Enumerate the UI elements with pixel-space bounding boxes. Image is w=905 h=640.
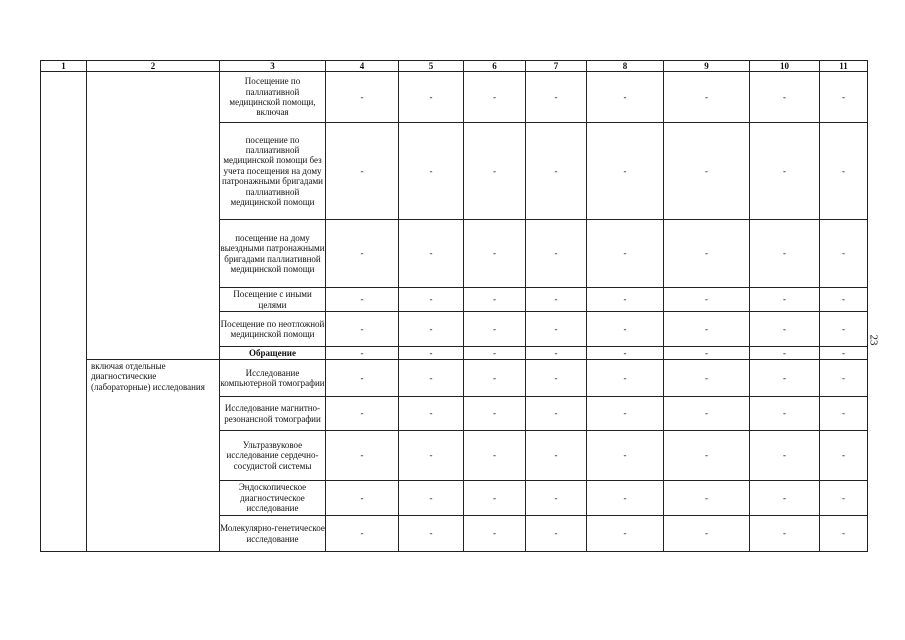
value-cell: - xyxy=(464,72,526,123)
row-label: Исследование компьютерной томографии xyxy=(220,360,326,397)
value-cell: - xyxy=(587,397,664,431)
value-cell: - xyxy=(820,123,868,220)
value-cell: - xyxy=(664,123,750,220)
row-label: Эндоскопическое диагностическое исследование xyxy=(220,481,326,516)
value-cell: - xyxy=(587,288,664,312)
value-cell: - xyxy=(399,397,464,431)
header-cell: 9 xyxy=(664,61,750,72)
value-cell: - xyxy=(399,123,464,220)
value-cell: - xyxy=(820,516,868,552)
value-cell: - xyxy=(326,72,399,123)
value-cell: - xyxy=(664,481,750,516)
value-cell: - xyxy=(399,72,464,123)
value-cell: - xyxy=(750,516,820,552)
group-label: включая отдельные диагностические (лабораторные) исследования xyxy=(87,360,220,552)
header-cell: 4 xyxy=(326,61,399,72)
value-cell: - xyxy=(526,347,587,360)
value-cell: - xyxy=(326,481,399,516)
table-row xyxy=(41,72,868,123)
value-cell: - xyxy=(750,72,820,123)
row-label: Обращение xyxy=(220,347,326,360)
value-cell: - xyxy=(526,516,587,552)
header-cell: 1 xyxy=(41,61,87,72)
row-label: Ультразвуковое исследование сердечно-сосудистой системы xyxy=(220,431,326,481)
value-cell: - xyxy=(587,312,664,347)
col1-cell xyxy=(41,72,87,552)
value-cell: - xyxy=(750,431,820,481)
data-table xyxy=(40,60,868,552)
header-cell: 11 xyxy=(820,61,868,72)
value-cell: - xyxy=(399,360,464,397)
value-cell: - xyxy=(464,481,526,516)
header-cell: 6 xyxy=(464,61,526,72)
value-cell: - xyxy=(587,431,664,481)
value-cell: - xyxy=(820,347,868,360)
value-cell: - xyxy=(526,431,587,481)
value-cell: - xyxy=(664,516,750,552)
value-cell: - xyxy=(664,72,750,123)
row-label: Молекулярно-генетическое исследование xyxy=(220,516,326,552)
row-label: Исследование магнитно-резонансной томографии xyxy=(220,397,326,431)
row-label: посещение на дому выездными патронажными бригадами паллиативной медицинской помощи xyxy=(220,220,326,288)
header-cell: 5 xyxy=(399,61,464,72)
value-cell: - xyxy=(750,123,820,220)
value-cell: - xyxy=(820,288,868,312)
value-cell: - xyxy=(326,220,399,288)
value-cell: - xyxy=(750,312,820,347)
value-cell: - xyxy=(399,312,464,347)
value-cell: - xyxy=(464,288,526,312)
value-cell: - xyxy=(664,312,750,347)
page-number: 23 xyxy=(867,334,880,346)
header-cell: 10 xyxy=(750,61,820,72)
value-cell: - xyxy=(587,220,664,288)
value-cell: - xyxy=(464,220,526,288)
row-label: Посещение по паллиативной медицинской помощи, включая xyxy=(220,72,326,123)
col2-cell xyxy=(87,72,220,360)
value-cell: - xyxy=(750,360,820,397)
value-cell: - xyxy=(326,431,399,481)
value-cell: - xyxy=(526,72,587,123)
value-cell: - xyxy=(326,123,399,220)
value-cell: - xyxy=(399,288,464,312)
header-cell: 2 xyxy=(87,61,220,72)
value-cell: - xyxy=(464,312,526,347)
header-cell: 8 xyxy=(587,61,664,72)
value-cell: - xyxy=(326,347,399,360)
value-cell: - xyxy=(526,360,587,397)
header-row xyxy=(41,61,868,72)
value-cell: - xyxy=(820,481,868,516)
value-cell: - xyxy=(750,220,820,288)
value-cell: - xyxy=(587,481,664,516)
value-cell: - xyxy=(326,288,399,312)
value-cell: - xyxy=(750,481,820,516)
value-cell: - xyxy=(820,397,868,431)
value-cell: - xyxy=(587,360,664,397)
value-cell: - xyxy=(587,72,664,123)
value-cell: - xyxy=(664,360,750,397)
value-cell: - xyxy=(326,397,399,431)
value-cell: - xyxy=(820,312,868,347)
value-cell: - xyxy=(326,312,399,347)
value-cell: - xyxy=(526,220,587,288)
row-label: Посещение по неотложной медицинской помощи xyxy=(220,312,326,347)
value-cell: - xyxy=(464,360,526,397)
value-cell: - xyxy=(526,481,587,516)
value-cell: - xyxy=(587,123,664,220)
value-cell: - xyxy=(464,397,526,431)
value-cell: - xyxy=(820,431,868,481)
value-cell: - xyxy=(664,347,750,360)
table-row xyxy=(41,360,868,397)
value-cell: - xyxy=(326,516,399,552)
value-cell: - xyxy=(750,288,820,312)
value-cell: - xyxy=(664,431,750,481)
value-cell: - xyxy=(326,360,399,397)
value-cell: - xyxy=(464,123,526,220)
value-cell: - xyxy=(750,397,820,431)
value-cell: - xyxy=(587,516,664,552)
value-cell: - xyxy=(526,288,587,312)
value-cell: - xyxy=(820,360,868,397)
value-cell: - xyxy=(820,220,868,288)
value-cell: - xyxy=(526,312,587,347)
value-cell: - xyxy=(820,72,868,123)
value-cell: - xyxy=(587,347,664,360)
value-cell: - xyxy=(526,123,587,220)
value-cell: - xyxy=(399,220,464,288)
value-cell: - xyxy=(664,288,750,312)
value-cell: - xyxy=(399,347,464,360)
value-cell: - xyxy=(399,431,464,481)
value-cell: - xyxy=(464,516,526,552)
value-cell: - xyxy=(526,397,587,431)
header-cell: 3 xyxy=(220,61,326,72)
value-cell: - xyxy=(464,347,526,360)
row-label: Посещение с иными целями xyxy=(220,288,326,312)
header-cell: 7 xyxy=(526,61,587,72)
value-cell: - xyxy=(664,397,750,431)
value-cell: - xyxy=(399,516,464,552)
value-cell: - xyxy=(750,347,820,360)
value-cell: - xyxy=(399,481,464,516)
value-cell: - xyxy=(664,220,750,288)
row-label: посещение по паллиативной медицинской помощи без учета посещения на дому патронажными бригадами паллиативной медицинской помощи xyxy=(220,123,326,220)
value-cell: - xyxy=(464,431,526,481)
